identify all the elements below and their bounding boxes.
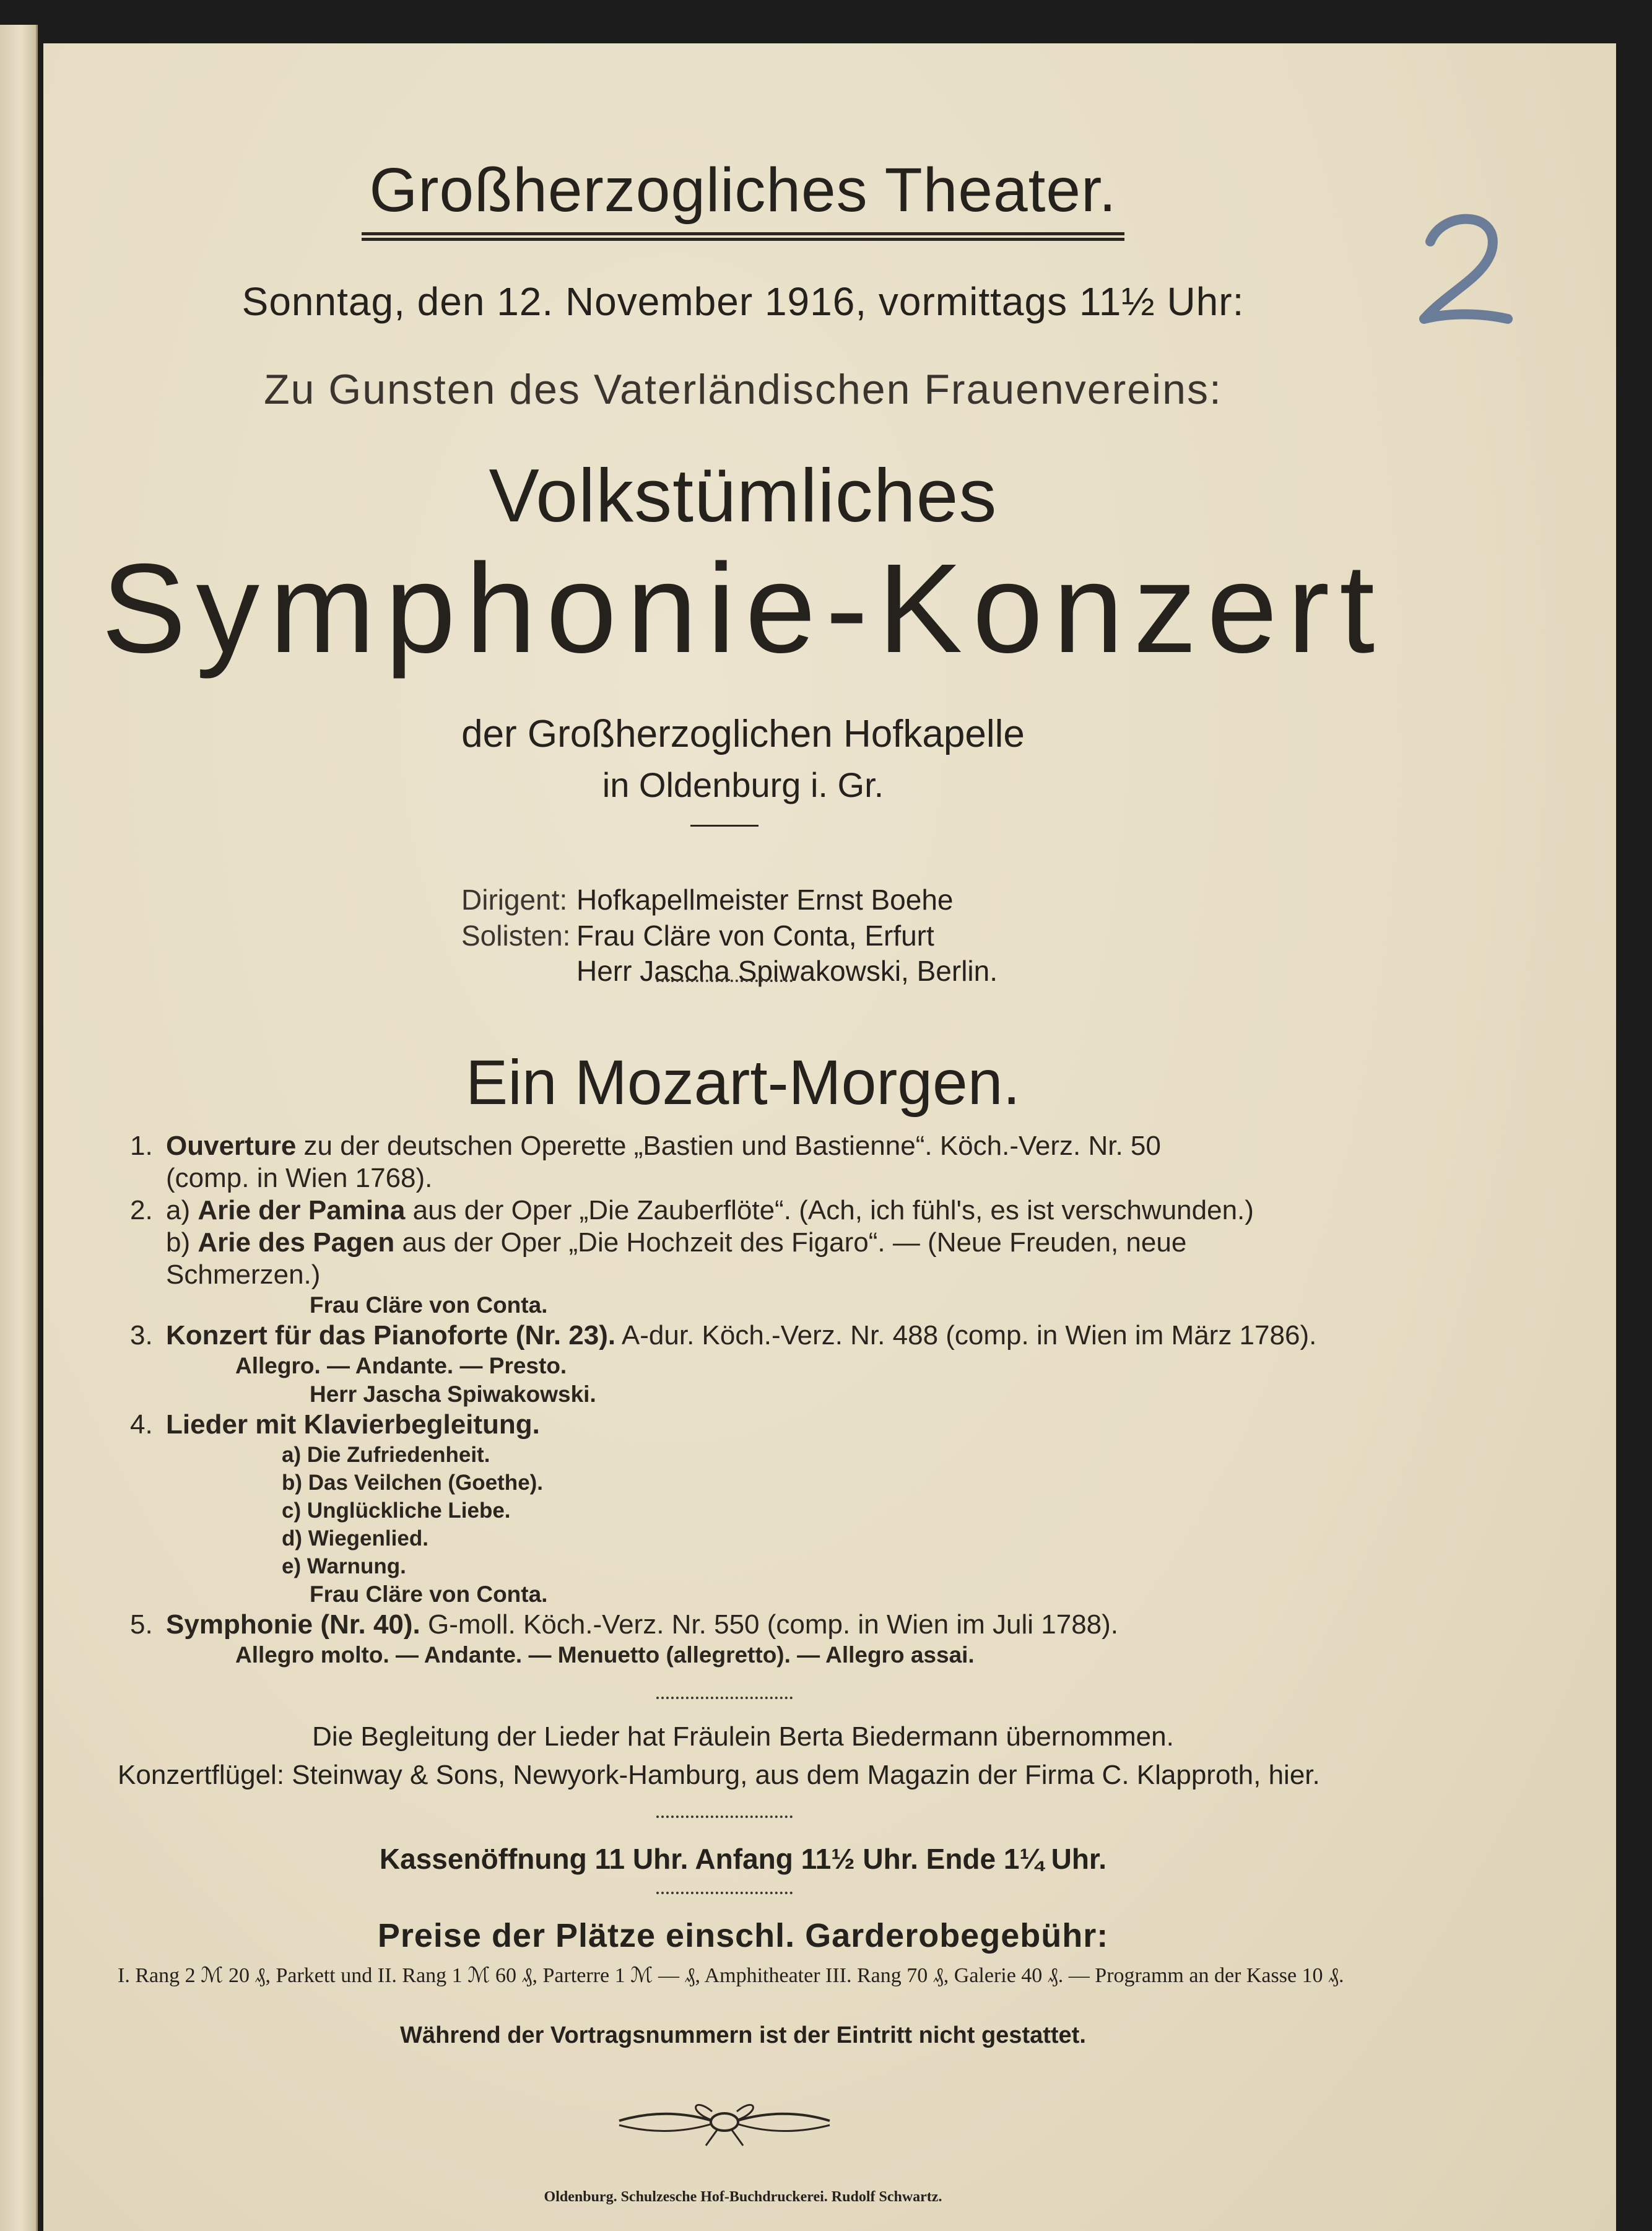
performer-3: Herr Jascha Spiwakowski. bbox=[310, 1381, 596, 1407]
prices-text: I. Rang 2 ℳ 20 ₰, Parkett und II. Rang 1 ℳ 60 ₰, Parterre 1 ℳ — ₰, Amphitheater III. Rang 70 ₰, Galerie 40 ₰. — Programm an der Kasse 10 ₰. bbox=[118, 1964, 1344, 1987]
theatre-heading: Großherzogliches Theater. bbox=[43, 155, 1443, 241]
times-line: Kassenöffnung 11 Uhr. Anfang 11½ Uhr. Ende 1¼ Uhr. bbox=[379, 1843, 1107, 1875]
entry-rule: Während der Vortragsnummern ist der Eintritt nicht gestattet. bbox=[400, 2022, 1086, 2048]
program-list bbox=[130, 1130, 1387, 1669]
movements-5: Allegro molto. — Andante. — Menuetto (allegretto). — Allegro assai. bbox=[235, 1642, 975, 1668]
soloists-label: Solisten: bbox=[461, 919, 571, 952]
lied-a: a) Die Zufriedenheit. bbox=[282, 1443, 490, 1467]
lied-b: b) Das Veilchen (Goethe). bbox=[282, 1471, 544, 1495]
program-item-5: 5. Symphonie (Nr. 40). G-moll. Köch.-Verz. Nr. 550 (comp. in Wien im Juli 1788). bbox=[130, 1609, 1119, 1640]
ornamental-divider bbox=[656, 1892, 793, 1902]
conductor-name: Hofkapellmeister Ernst Boehe bbox=[576, 884, 954, 916]
program-item-1: 1. Ouverture zu der deutschen Operette „Bastien und Bastienne“. Köch.-Verz. Nr. 50 bbox=[130, 1131, 1161, 1161]
program-item-2b-cont: Schmerzen.) bbox=[166, 1259, 321, 1290]
conductor-label: Dirigent: bbox=[461, 884, 568, 916]
binding-spine bbox=[0, 25, 38, 2231]
prices-heading: Preise der Plätze einschl. Garderobegebühr: bbox=[377, 1917, 1109, 1954]
piano-note: Konzertflügel: Steinway & Sons, Newyork-Hamburg, aus dem Magazin der Firma C. Klapproth, hier. bbox=[118, 1760, 1320, 1790]
title-small: Volkstümliches bbox=[489, 453, 998, 537]
divider-rule bbox=[690, 825, 759, 827]
lied-d: d) Wiegenlied. bbox=[282, 1526, 428, 1550]
program-item-4: 4. Lieder mit Klavierbegleitung. bbox=[130, 1409, 540, 1440]
accompaniment-note: Die Begleitung der Lieder hat Fräulein Berta Biedermann übernommen. bbox=[312, 1721, 1174, 1752]
program-item-1-note: (comp. in Wien 1768). bbox=[166, 1163, 433, 1193]
program-item-2b: b) Arie des Pagen aus der Oper „Die Hochzeit des Figaro“. — (Neue Freuden, neue bbox=[166, 1227, 1187, 1258]
ribbon-ornament bbox=[613, 2093, 836, 2149]
soloist-2: Herr Jascha Spiwakowski, Berlin. bbox=[576, 955, 998, 987]
ornamental-divider bbox=[656, 1816, 793, 1825]
movements-3: Allegro. — Andante. — Presto. bbox=[235, 1353, 567, 1378]
program-item-2a: 2. a) Arie der Pamina aus der Oper „Die Zauberflöte“. (Ach, ich fühl's, es ist verschwunden.) bbox=[130, 1195, 1254, 1225]
benefit-line: Zu Gunsten des Vaterländischen Frauenvereins: bbox=[264, 366, 1222, 413]
ornamental-divider bbox=[656, 980, 793, 989]
printer-imprint: Oldenburg. Schulzesche Hof-Buchdruckerei. Rudolf Schwartz. bbox=[544, 2189, 942, 2205]
program-item-3: 3. Konzert für das Pianoforte (Nr. 23). A-dur. Köch.-Verz. Nr. 488 (comp. in Wien im März 1786). bbox=[130, 1320, 1317, 1350]
program-title: Ein Mozart-Morgen. bbox=[466, 1047, 1020, 1118]
soloist-1: Frau Cläre von Conta, Erfurt bbox=[576, 919, 934, 952]
performer-2: Frau Cläre von Conta. bbox=[310, 1292, 548, 1318]
ornamental-divider bbox=[656, 1697, 793, 1707]
lied-c: c) Unglückliche Liebe. bbox=[282, 1498, 511, 1523]
performer-4: Frau Cläre von Conta. bbox=[310, 1581, 548, 1607]
program-sheet bbox=[43, 43, 1616, 2231]
date-line: Sonntag, den 12. November 1916, vormittags 11½ Uhr: bbox=[241, 279, 1245, 324]
orchestra-line: der Großherzoglichen Hofkapelle bbox=[461, 713, 1025, 755]
city-line: in Oldenburg i. Gr. bbox=[602, 765, 884, 804]
title-main: Symphonie-Konzert bbox=[101, 537, 1385, 679]
lied-e: e) Warnung. bbox=[282, 1554, 406, 1578]
cast-block bbox=[461, 882, 998, 989]
